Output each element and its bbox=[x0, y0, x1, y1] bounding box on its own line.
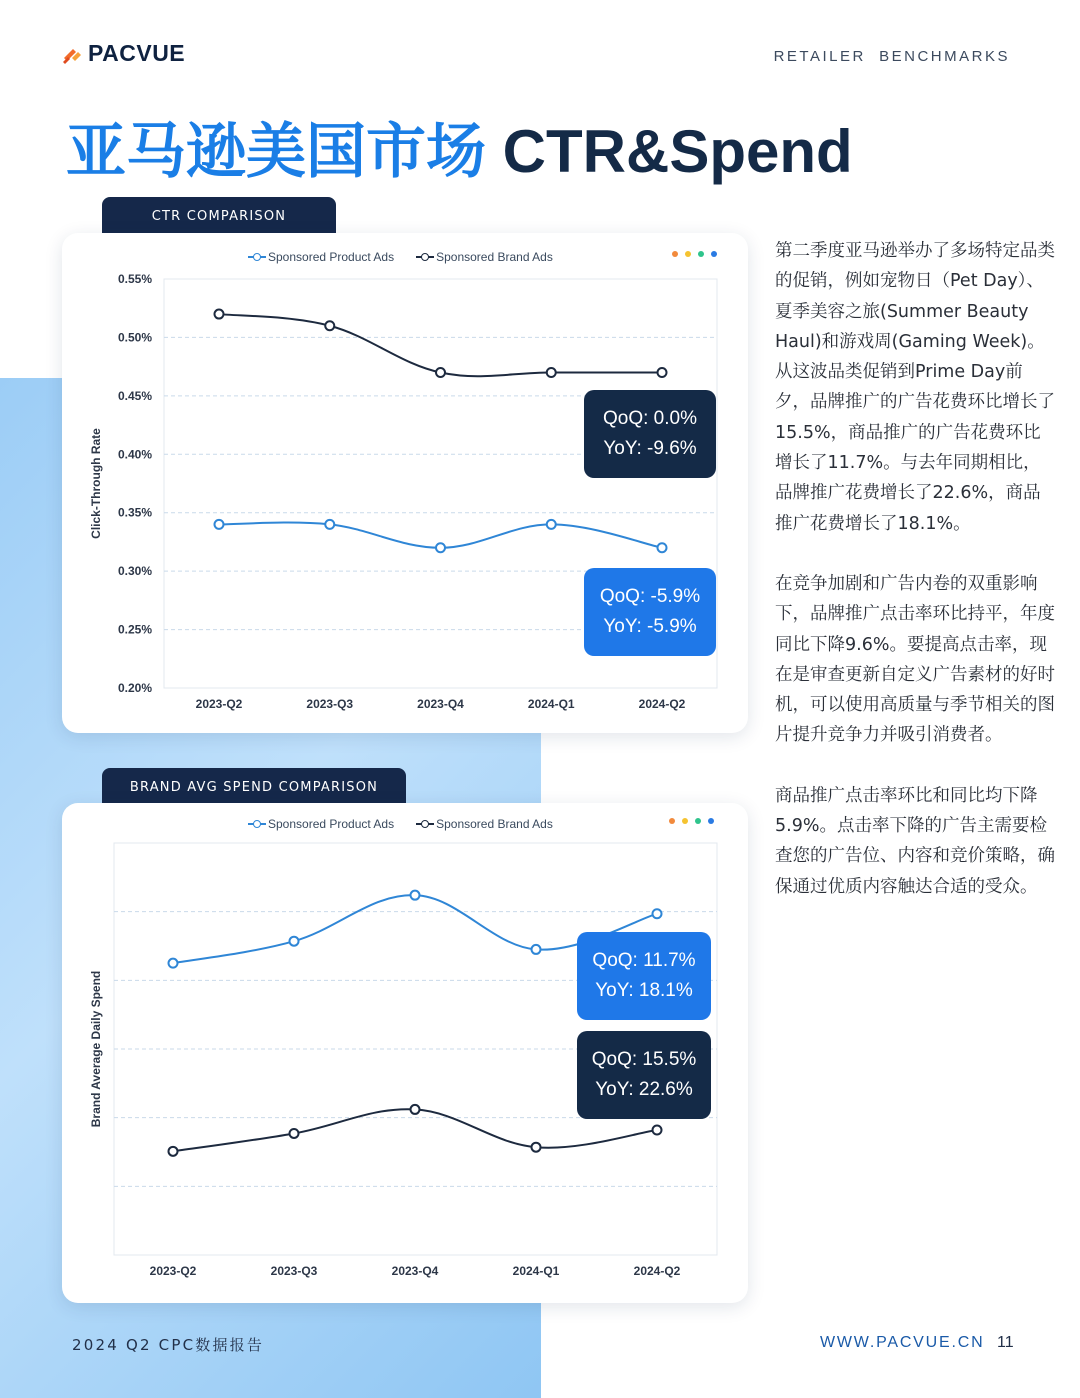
legend-label-sp: Sponsored Product Ads bbox=[268, 817, 395, 831]
title-en: CTR&Spend bbox=[502, 118, 853, 185]
x-tick-label: 2023-Q3 bbox=[270, 1264, 318, 1278]
title-cn: 亚马逊美国市场 bbox=[66, 118, 503, 185]
legend-label-sb: Sponsored Brand Ads bbox=[436, 817, 553, 831]
data-point-sp bbox=[215, 520, 224, 529]
body-text bbox=[775, 236, 1055, 932]
x-tick-label: 2023-Q4 bbox=[417, 697, 464, 711]
y-tick-label: 0.20% bbox=[117, 681, 152, 695]
legend-label-sp: Sponsored Product Ads bbox=[268, 250, 395, 264]
data-point-sp bbox=[325, 520, 334, 529]
footer-report: 2024 Q2 CPC数据报告 bbox=[72, 1336, 265, 1354]
data-point-sb bbox=[532, 1143, 541, 1152]
body-paragraph-3: 商品推广点击率环比和同比均下降5.9%。点击率下降的广告主需要检查您的广告位、内容和竞价策略，确保通过优质内容触达合适的受众。 bbox=[775, 785, 1055, 897]
x-tick-label: 2023-Q2 bbox=[195, 697, 243, 711]
data-point-sb bbox=[290, 1129, 299, 1138]
section-label: RETAILER BENCHMARKS bbox=[773, 48, 1010, 65]
data-point-sp bbox=[436, 543, 445, 552]
body-paragraph-2: 在竞争加剧和广告内卷的双重影响下，品牌推广点击率环比持平，年度同比下降9.6%。要提高点击率，现在是审查更新自定义广告素材的好时机，可以使用高质量与季节相关的图片提升竞争力并吸引消费者。 bbox=[775, 573, 1055, 746]
data-point-sb bbox=[547, 368, 556, 377]
spend-callout-sb-yoy: YoY: 22.6% bbox=[595, 1079, 693, 1100]
spend-callout-sp-yoy: YoY: 18.1% bbox=[595, 980, 693, 1001]
footer-url[interactable]: WWW.PACVUE.CN bbox=[820, 1334, 985, 1351]
y-axis-label: Click-Through Rate bbox=[89, 428, 103, 539]
spend-callout-sp bbox=[577, 932, 711, 1020]
data-point-sb bbox=[215, 310, 224, 319]
spend-callout-sb-qoq: QoQ: 15.5% bbox=[591, 1049, 697, 1070]
spend-tab-label: BRAND AVG SPEND COMPARISON bbox=[129, 779, 379, 795]
data-point-sp bbox=[169, 959, 178, 968]
ctr-callout-sb-qoq: QoQ: 0.0% bbox=[603, 408, 697, 429]
pacvue-logo-icon bbox=[62, 44, 84, 64]
ctr-tab bbox=[102, 197, 336, 235]
y-tick-label: 0.40% bbox=[117, 447, 152, 462]
x-tick-label: 2023-Q2 bbox=[149, 1264, 197, 1278]
page-title bbox=[66, 104, 853, 190]
ctr-tab-label: CTR COMPARISON bbox=[151, 208, 287, 224]
ctr-callout-sp-qoq: QoQ: -5.9% bbox=[599, 586, 701, 607]
data-point-sb bbox=[436, 368, 445, 377]
ctr-callout-sp bbox=[584, 568, 716, 656]
series-line-sb bbox=[219, 314, 662, 376]
spend-chart-card bbox=[62, 803, 748, 1303]
y-axis-label: Brand Average Daily Spend bbox=[89, 970, 103, 1128]
y-tick-label: 0.30% bbox=[117, 564, 152, 579]
data-point-sp bbox=[658, 543, 667, 552]
y-tick-label: 0.45% bbox=[117, 388, 152, 403]
page-number: 11 bbox=[997, 1334, 1014, 1351]
data-point-sb bbox=[658, 368, 667, 377]
ctr-chart bbox=[62, 233, 748, 733]
data-point-sb bbox=[411, 1105, 420, 1114]
ctr-callout-sp-yoy: YoY: -5.9% bbox=[603, 616, 697, 637]
data-point-sp bbox=[532, 945, 541, 954]
data-point-sb bbox=[169, 1147, 178, 1156]
spend-callout-sb bbox=[577, 1031, 711, 1119]
y-tick-label: 0.25% bbox=[117, 622, 152, 637]
y-tick-label: 0.35% bbox=[117, 505, 152, 520]
data-point-sb bbox=[325, 321, 334, 330]
legend-label-sb: Sponsored Brand Ads bbox=[436, 250, 553, 264]
logo-text: PACVUE bbox=[88, 40, 186, 66]
data-point-sp bbox=[411, 891, 420, 900]
x-tick-label: 2023-Q3 bbox=[306, 697, 354, 711]
pacvue-logo[interactable] bbox=[62, 40, 185, 67]
spend-tab bbox=[102, 768, 406, 806]
y-tick-label: 0.55% bbox=[117, 272, 152, 286]
data-point-sp bbox=[653, 909, 662, 918]
ctr-chart-card bbox=[62, 233, 748, 733]
x-tick-label: 2024-Q2 bbox=[638, 697, 686, 711]
data-point-sp bbox=[547, 520, 556, 529]
x-tick-label: 2024-Q1 bbox=[512, 1264, 560, 1278]
x-tick-label: 2024-Q2 bbox=[633, 1264, 681, 1278]
data-point-sp bbox=[290, 937, 299, 946]
data-point-sb bbox=[653, 1126, 662, 1135]
y-tick-label: 0.50% bbox=[117, 330, 152, 345]
x-tick-label: 2023-Q4 bbox=[391, 1264, 439, 1278]
spend-callout-sp-qoq: QoQ: 11.7% bbox=[592, 950, 696, 971]
ctr-callout-sb bbox=[584, 390, 716, 478]
ctr-callout-sb-yoy: YoY: -9.6% bbox=[603, 438, 697, 459]
body-paragraph-1: 第二季度亚马逊举办了多场特定品类的促销，例如宠物日（Pet Day）、夏季美容之旅(Summer Beauty Haul)和游戏周(Gaming Week)。从这波品类促销到Prime Day前夕，品牌推广的广告花费环比增长了 15.5%，商品推广的广告花费环比增长了11.7%。与去年同期相比，品牌推广花费增长了22.6%，商品推广花费增长了18.1%。 bbox=[775, 241, 1055, 534]
x-tick-label: 2024-Q1 bbox=[527, 697, 575, 711]
